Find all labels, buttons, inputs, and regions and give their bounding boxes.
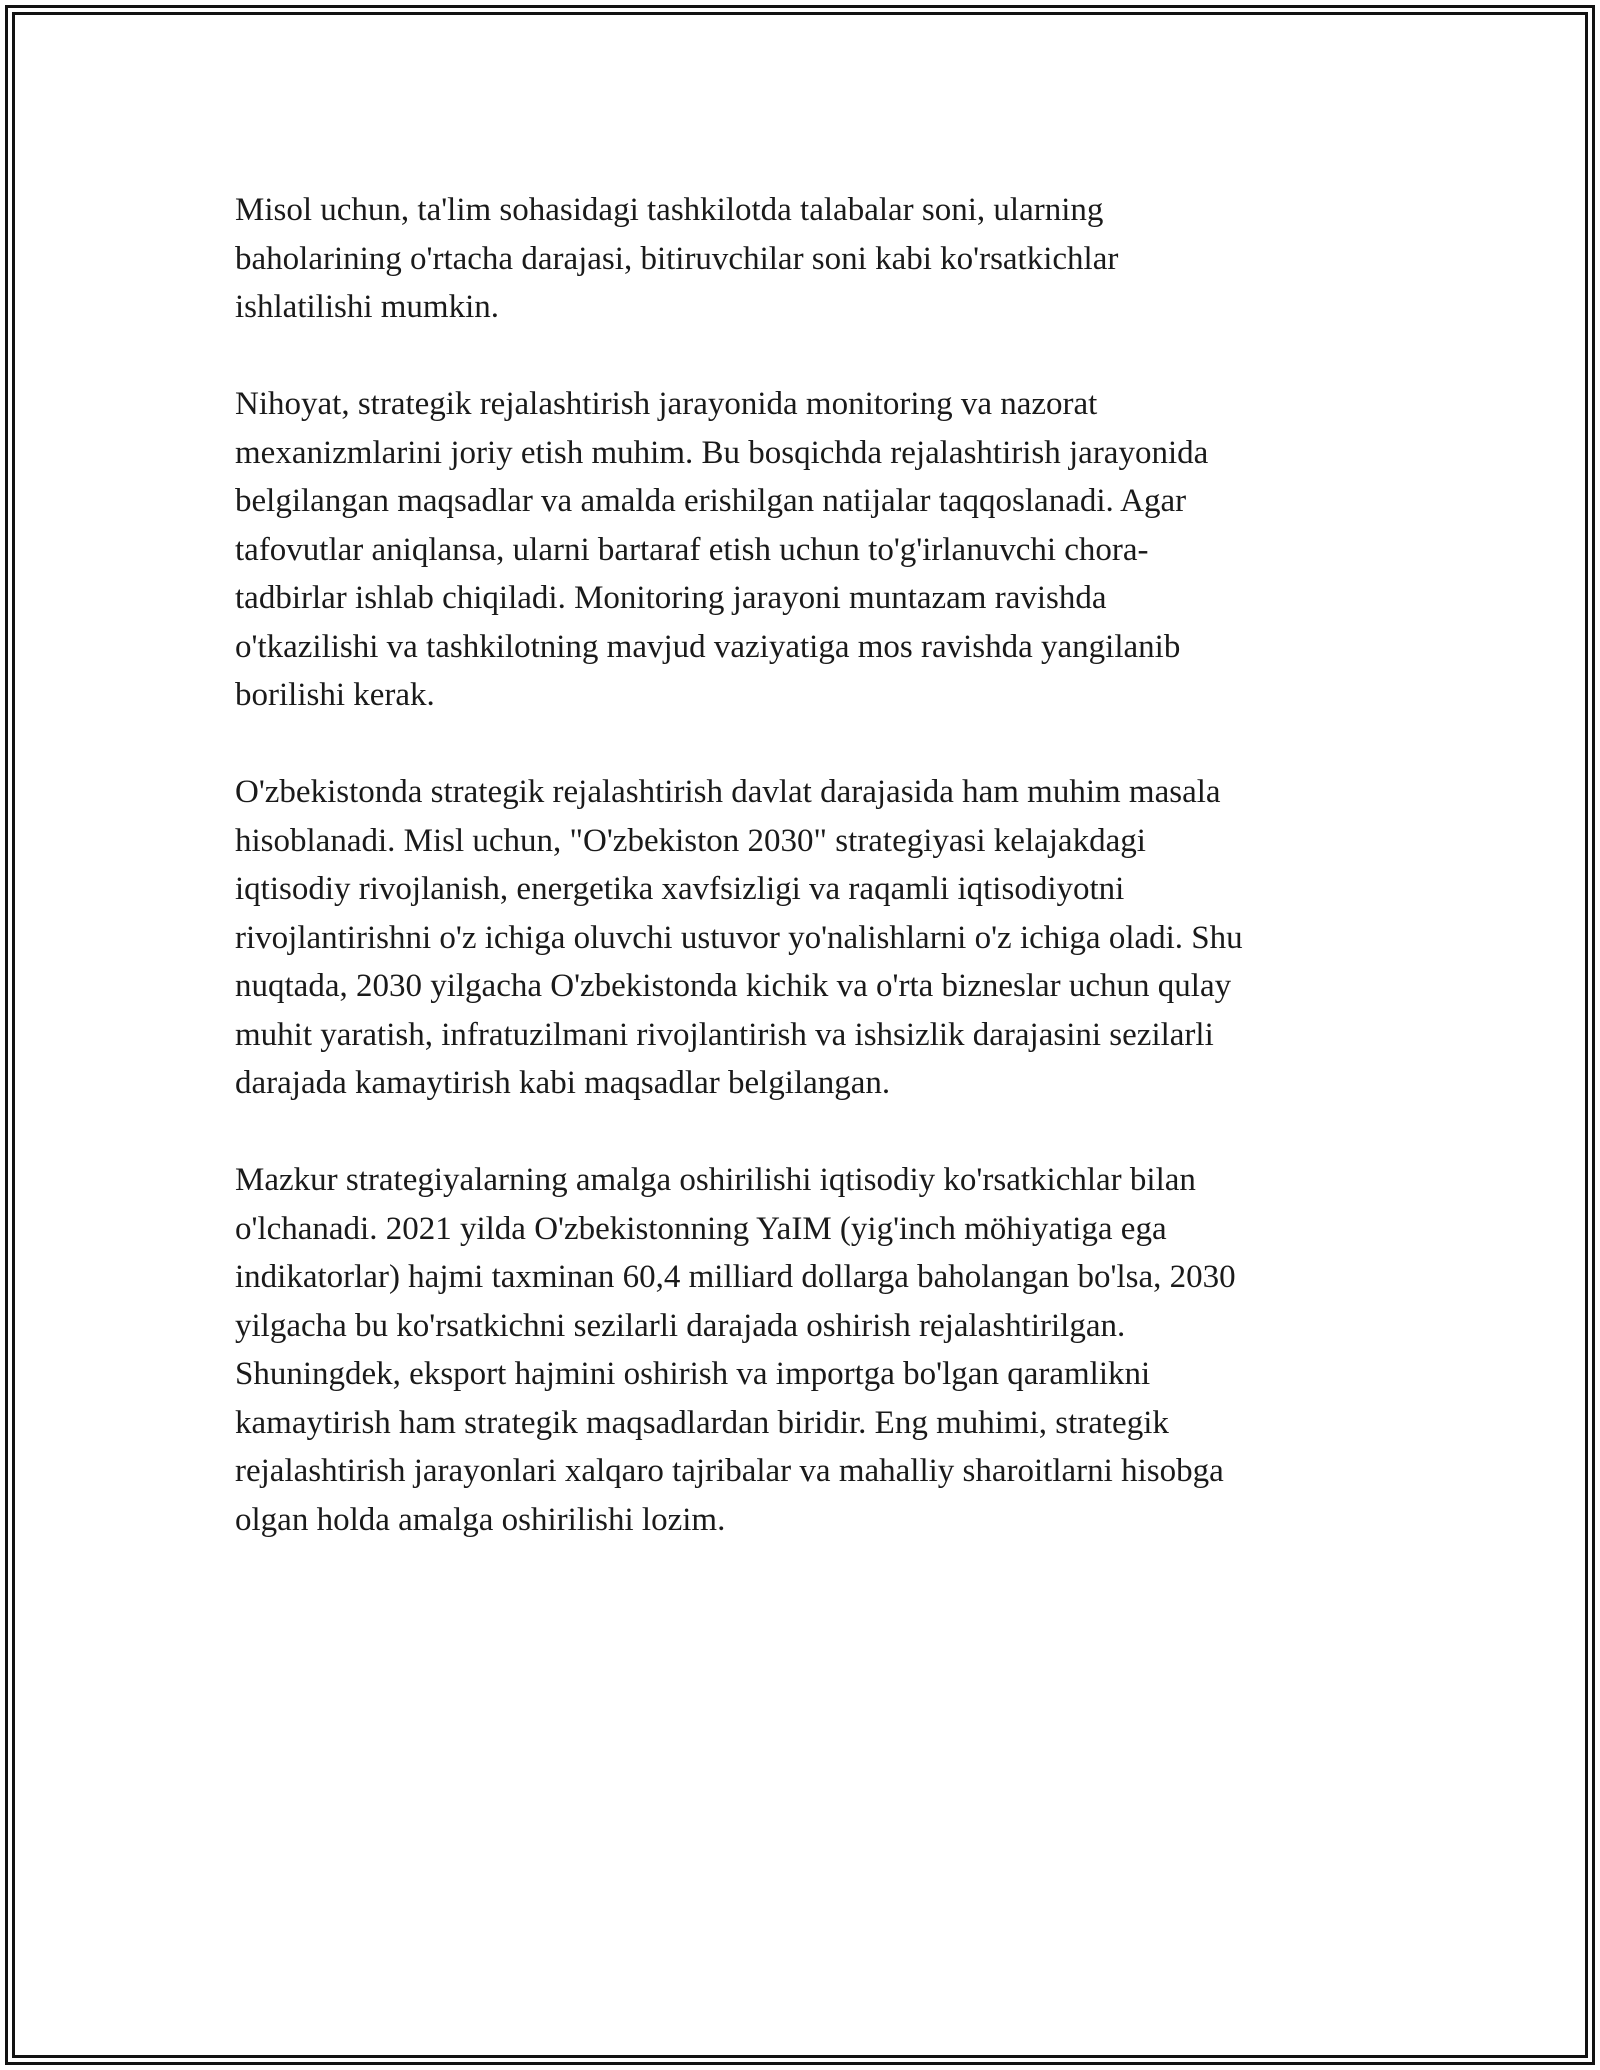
paragraph-economic-indicators: Mazkur strategiyalarning amalga oshirilishi iqtisodiy ko'rsatkichlar bilan o'lchanadi. 2021 yilda O'zbekistonning YaIM (yig'inch möhiyatiga ega indikatorlar) hajmi taxminan 60,4 milliard dollarga baholangan bo'lsa, 2030 yilgacha bu ko'rsatkichni sezilarli darajada oshirish rejalashtirilgan. Shuningdek, eksport hajmini oshirish va importga bo'lgan qaramlikni kamaytirish ham strategik maqsadlardan biridir. Eng muhimi, strategik rejalashtirish jarayonlari xalqaro tajribalar va mahalliy sharoitlarni hisobga olgan holda amalga oshirilishi lozim. bbox=[235, 1162, 1236, 1538]
document-body bbox=[235, 186, 1365, 1544]
paragraph-monitoring: Nihoyat, strategik rejalashtirish jarayonida monitoring va nazorat mexanizmlarini joriy etish muhim. Bu bosqichda rejalashtirish jarayonida belgilangan maqsadlar va amalda erishilgan natijalar taqqoslanadi. Agar tafovutlar aniqlansa, ularni bartaraf etish uchun to'g'irlanuvchi chora- tadbirlar ishlab chiqiladi. Monitoring jarayoni muntazam ravishda o'tkazilishi va tashkilotning mavjud vaziyatiga mos ravishda yangilanib borilishi kerak. bbox=[235, 386, 1209, 713]
paragraph-uzbekistan-strategy: O'zbekistonda strategik rejalashtirish davlat darajasida ham muhim masala hisoblanadi. Misl uchun, "O'zbekiston 2030" strategiyasi kelajakdagi iqtisodiy rivojlanish, energetika xavfsizligi va raqamli iqtisodiyotni rivojlantirishni o'z ichiga oluvchi ustuvor yo'nalishlarni o'z ichiga oladi. Shu nuqtada, 2030 yilgacha O'zbekistonda kichik va o'rta bizneslar uchun qulay muhit yaratish, infratuzilmani rivojlantirish va ishsizlik darajasini sezilarli darajada kamaytirish kabi maqsadlar belgilangan. bbox=[235, 774, 1243, 1101]
paragraph-education-indicators: Misol uchun, ta'lim sohasidagi tashkilotda talabalar soni, ularning baholarining o'rtacha darajasi, bitiruvchilar soni kabi ko'rsatkichlar ishlatilishi mumkin. bbox=[235, 192, 1119, 325]
